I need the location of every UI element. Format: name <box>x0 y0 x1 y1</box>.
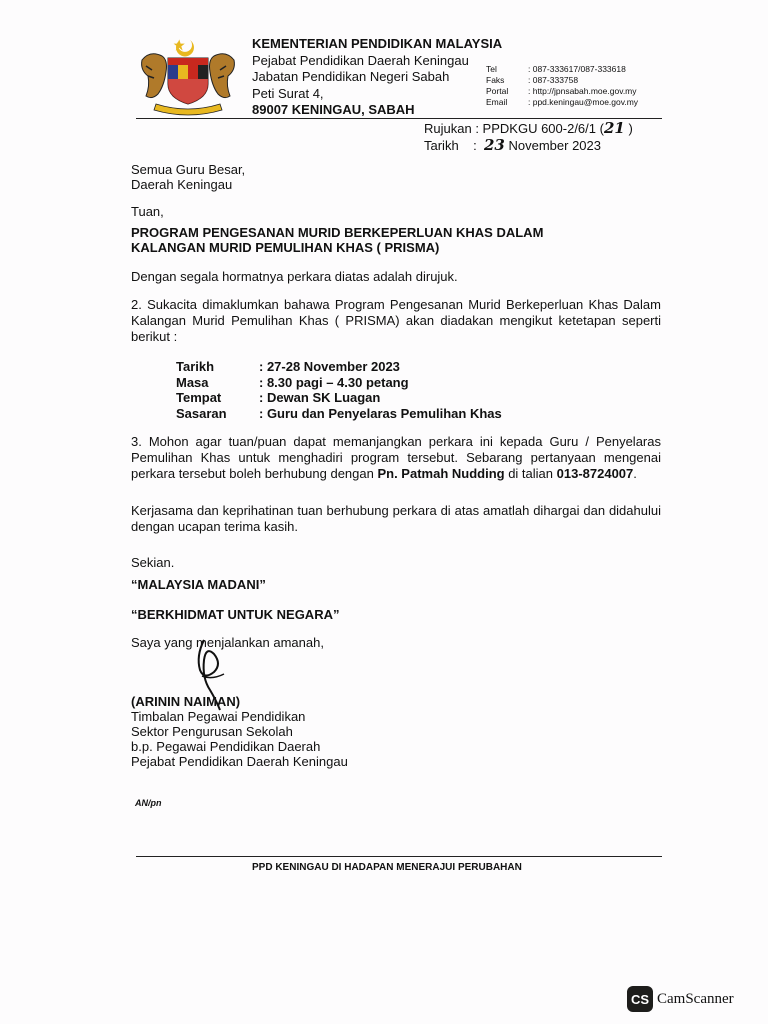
signatory-block <box>131 694 661 769</box>
closing: Sekian. <box>131 555 175 570</box>
detail-value: : Dewan SK Luagan <box>259 390 381 405</box>
subject-line: KALANGAN MURID PEMULIHAN KHAS ( PRISMA) <box>131 240 440 255</box>
contact-value: : 087-333617/087-333618 <box>528 64 626 74</box>
contact-block <box>486 64 638 108</box>
po-box: Peti Surat 4, <box>252 85 324 101</box>
reference-block <box>424 120 633 154</box>
contact-row-fax <box>486 75 638 86</box>
detail-value: : Guru dan Penyelaras Pemulihan Khas <box>259 405 502 421</box>
contact-row-email <box>486 97 638 108</box>
contact-row-portal <box>486 86 638 97</box>
contact-phone: 013-8724007 <box>556 466 634 481</box>
paragraph-3-end: . <box>633 466 637 481</box>
detail-value: : 8.30 pagi – 4.30 petang <box>259 374 409 390</box>
detail-label: Tarikh <box>176 359 215 374</box>
contact-label: Email <box>486 97 508 107</box>
date-line <box>424 137 633 154</box>
paragraph-4: Kerjasama dan keprihatinan tuan berhubung perkara di atas amatlah dihargai dan didahului dengan ucapan terima kasih. <box>131 503 661 534</box>
letterhead <box>252 36 502 119</box>
contact-label: Tel <box>486 64 497 74</box>
paragraph-3-text: 3. Mohon agar tuan/puan dapat memanjangkan perkara ini kepada Guru / Penyelaras Pemulihan Khas untuk menghadiri program tersebut. Sebarang pertanyaan mengenai perkara tersebut boleh berhubung dengan <box>131 434 661 481</box>
subject <box>131 225 661 255</box>
camscanner-logo-icon: CS <box>627 986 653 1012</box>
ref-value: : PPDKGU 600-2/6/1 ( <box>475 121 604 136</box>
contact-person: Pn. Patmah Nudding <box>377 466 505 481</box>
detail-row <box>176 375 502 391</box>
footer-divider <box>136 856 662 857</box>
reference-line <box>424 120 633 137</box>
camscanner-label: CamScanner <box>657 990 734 1007</box>
footer-motto: PPD KENINGAU DI HADAPAN MENERAJUI PERUBAHAN <box>252 862 522 873</box>
office-name: Pejabat Pendidikan Daerah Keningau <box>252 52 469 68</box>
signatory-title: Pejabat Pendidikan Daerah Keningau <box>131 754 348 769</box>
contact-label: Portal <box>486 86 509 96</box>
trust-line: Saya yang menjalankan amanah, <box>131 635 324 650</box>
slogan-berkhidmat: “BERKHIDMAT UNTUK NEGARA” <box>131 607 340 622</box>
recipient-line: Daerah Keningau <box>131 177 233 192</box>
date-rest: November 2023 <box>508 138 601 153</box>
paragraph-3 <box>131 434 661 482</box>
signatory-title: Sektor Pengurusan Sekolah <box>131 724 293 739</box>
paragraph-1: Dengan segala hormatnya perkara diatas adalah dirujuk. <box>131 269 458 284</box>
date-handwritten-day: 23 <box>484 136 505 154</box>
detail-row <box>176 359 502 375</box>
recipient-line: Semua Guru Besar, <box>131 162 246 177</box>
detail-label: Masa <box>176 374 209 390</box>
salutation: Tuan, <box>131 204 164 219</box>
contact-value: : ppd.keningau@moe.gov.my <box>528 97 639 107</box>
subject-line: PROGRAM PENGESANAN MURID BERKEPERLUAN KHAS DALAM <box>131 225 544 240</box>
detail-row <box>176 406 502 422</box>
paragraph-2: 2. Sukacita dimaklumkan bahawa Program Pengesanan Murid Berkeperluan Khas Dalam Kalangan Murid Pemulihan Khas ( PRISMA) akan diadakan mengikut ketetapan seperti berikut : <box>131 297 661 344</box>
ref-close: ) <box>628 121 633 136</box>
ref-handwritten-number: 21 <box>603 119 625 137</box>
contact-value: : 087-333758 <box>528 75 579 85</box>
ref-label: Rujukan <box>424 121 472 136</box>
postcode-town: 89007 KENINGAU, SABAH <box>252 102 415 117</box>
department-name: Jabatan Pendidikan Negeri Sabah <box>252 69 450 84</box>
camscanner-watermark <box>627 986 734 1012</box>
signatory-title: Timbalan Pegawai Pendidikan <box>131 709 306 724</box>
contact-row-tel <box>486 64 638 75</box>
signatory-name: (ARININ NAIMAN) <box>131 694 241 709</box>
recipient <box>131 162 661 192</box>
paragraph-3-mid: di talian <box>504 466 557 481</box>
contact-value: : http://jpnsabah.moe.gov.my <box>528 86 637 96</box>
org-name: KEMENTERIAN PENDIDIKAN MALAYSIA <box>252 36 503 51</box>
reference-initials: AN/pn <box>135 798 162 808</box>
contact-label: Faks <box>486 75 505 85</box>
malaysia-coat-of-arms-icon <box>138 36 238 116</box>
signatory-title: b.p. Pegawai Pendidikan Daerah <box>131 739 321 754</box>
header-divider <box>136 118 662 119</box>
detail-label: Tempat <box>176 390 222 405</box>
detail-row <box>176 390 502 406</box>
date-label: Tarikh <box>424 138 459 153</box>
detail-value: : 27-28 November 2023 <box>259 359 400 374</box>
date-colon: : <box>473 138 477 153</box>
detail-label: Sasaran <box>176 405 227 421</box>
event-details <box>176 359 502 421</box>
slogan-madani: “MALAYSIA MADANI” <box>131 577 266 592</box>
